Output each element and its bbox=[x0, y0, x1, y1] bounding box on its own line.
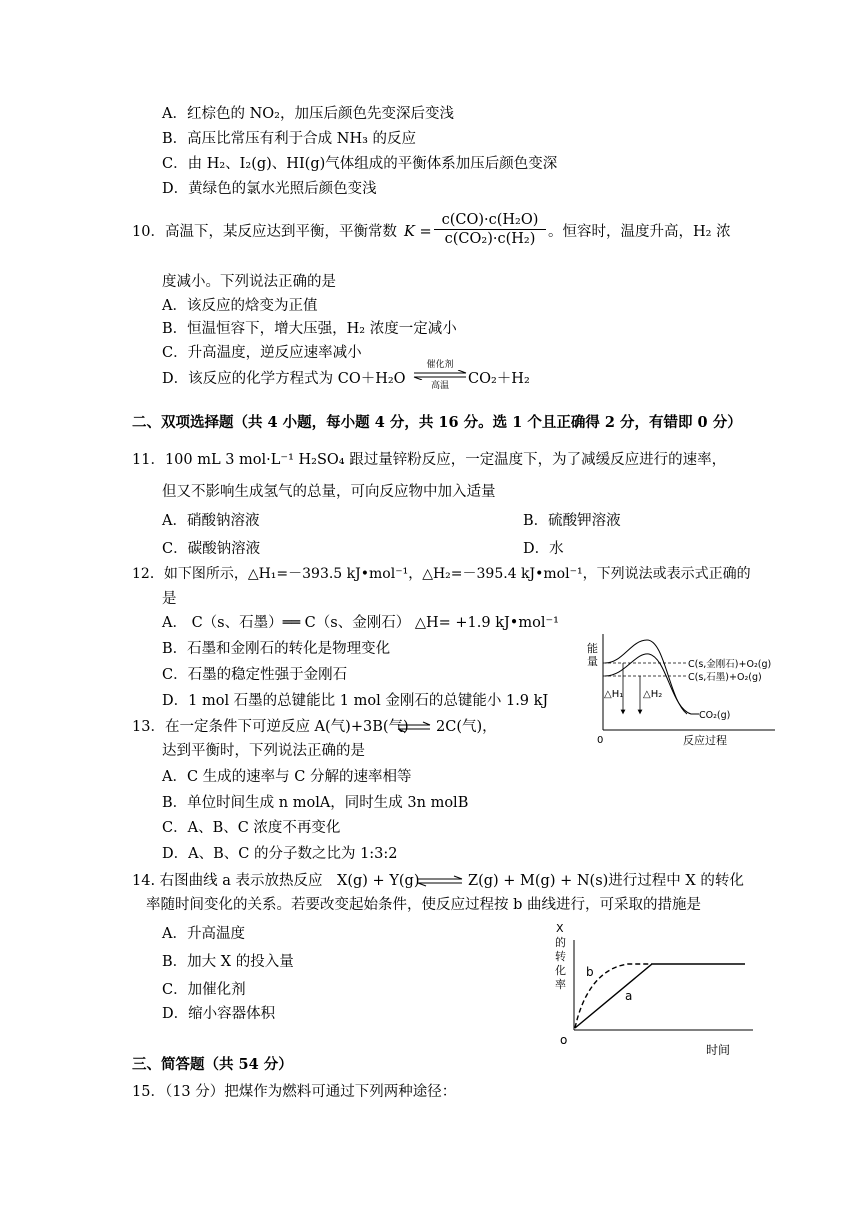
q10-condition-temperature: 高温 bbox=[430, 381, 449, 391]
q15-stem: 15．（13 分）把煤作为燃料可通过下列两种途径： bbox=[132, 1084, 457, 1100]
q12-option-b: B．石墨和金刚石的转化是物理变化 bbox=[162, 641, 391, 657]
q10-k-label: K = bbox=[404, 224, 432, 240]
q13-option-c: C．A、B、C 浓度不再变化 bbox=[162, 820, 341, 836]
q12-curve-diamond bbox=[605, 640, 687, 714]
q10-option-a: A．该反应的焓变为正值 bbox=[162, 298, 318, 314]
q12-stem-a: 12．如下图所示，△H₁=－393.5 kJ•mol⁻¹，△H₂=－395.4 kJ•mol⁻¹，下列说法或表示式正确的 bbox=[132, 566, 751, 582]
q10-equilibrium-fraction bbox=[434, 212, 546, 247]
q10-fraction-numerator: c(CO)·c(H₂O) bbox=[434, 212, 546, 230]
section-2-heading: 二、双项选择题（共 4 小题，每小题 4 分，共 16 分。选 1 个且正确得 2 分，有错即 0 分） bbox=[132, 414, 742, 431]
q12-y-label-2: 量 bbox=[587, 655, 598, 668]
q12-label-dh2: △H₂ bbox=[643, 689, 663, 700]
q14-y-label-3: 转 bbox=[555, 950, 566, 963]
q11-option-b: B．硫酸钾溶液 bbox=[523, 513, 621, 529]
q13-stem-a2: 2C(气)， bbox=[436, 719, 497, 735]
q14-stem-b: 率随时间变化的关系。若要改变起始条件，使反应过程按 b 曲线进行，可采取的措施是 bbox=[146, 897, 701, 913]
q13-option-b: B．单位时间生成 n molA，同时生成 3n molB bbox=[162, 795, 469, 811]
q12-y-label-1: 能 bbox=[587, 642, 598, 655]
q10-option-d-start: D．该反应的化学方程式为 CO＋H₂O bbox=[162, 371, 406, 387]
q13-option-a: A．C 生成的速率与 C 分解的速率相等 bbox=[162, 769, 412, 785]
q10-condition-catalyst: 催化剂 bbox=[426, 360, 454, 370]
q14-option-c: C．加催化剂 bbox=[162, 982, 246, 998]
q12-option-d: D．1 mol 石墨的总键能比 1 mol 金刚石的总键能小 1.9 kJ bbox=[162, 693, 549, 709]
q14-label-a: a bbox=[625, 989, 633, 1003]
q10-stem-b: 。恒容时，温度升高，H₂ 浓 bbox=[548, 224, 731, 240]
q10-fraction-denominator: c(CO₂)·c(H₂) bbox=[444, 231, 536, 247]
q14-stem-a: 14. 右图曲线 a 表示放热反应 X(g) + Y(g) bbox=[132, 873, 420, 889]
q10-equilibrium-arrow bbox=[412, 370, 468, 380]
q11-option-a: A．硝酸钠溶液 bbox=[162, 513, 260, 529]
q12-label-dh1: △H₁ bbox=[604, 689, 624, 700]
q14-option-b: B．加大 X 的投入量 bbox=[162, 954, 294, 970]
q12-label-co2: CO₂(g) bbox=[699, 710, 731, 721]
q14-equilibrium-arrow bbox=[416, 875, 464, 887]
q11-stem-b: 但又不影响生成氢气的总量，可向反应物中加入适量 bbox=[162, 484, 496, 500]
q9-option-d: D．黄绿色的氯水光照后颜色变浅 bbox=[162, 181, 377, 197]
q9-option-c: C．由 H₂、I₂(g)、HI(g)气体组成的平衡体系加压后颜色变深 bbox=[162, 156, 558, 172]
q14-option-a: A．升高温度 bbox=[162, 926, 245, 942]
q14-y-label-2: 的 bbox=[555, 936, 566, 949]
q10-option-c: C．升高温度，逆反应速率减小 bbox=[162, 345, 362, 361]
q12-option-c: C．石墨的稳定性强于金刚石 bbox=[162, 667, 348, 683]
q14-y-label-4: 化 bbox=[555, 964, 566, 977]
q13-equilibrium-arrow bbox=[396, 721, 432, 733]
section-3-heading: 三、简答题（共 54 分） bbox=[132, 1056, 293, 1073]
q11-option-d: D．水 bbox=[523, 541, 564, 557]
q10-stem-c: 度减小。下列说法正确的是 bbox=[162, 274, 336, 290]
q14-label-b: b bbox=[586, 965, 594, 979]
q11-stem-a: 11．100 mL 3 mol·L⁻¹ H₂SO₄ 跟过量锌粉反应，一定温度下，为了减缓反应进行的速率， bbox=[132, 452, 727, 468]
q13-option-d: D．A、B、C 的分子数之比为 1:3:2 bbox=[162, 846, 398, 862]
q9-option-a: A．红棕色的 NO₂，加压后颜色先变深后变浅 bbox=[162, 106, 454, 122]
q12-energy-diagram bbox=[585, 630, 785, 750]
q14-curve-a bbox=[575, 964, 745, 1028]
q12-label-graphite: C(s,石墨)+O₂(g) bbox=[688, 672, 762, 683]
q12-option-a: A． C（s、石墨）══ C（s、金刚石） △H= +1.9 kJ•mol⁻¹ bbox=[162, 615, 559, 631]
q13-stem-a: 13．在一定条件下可逆反应 A(气)+3B(气) bbox=[132, 719, 409, 735]
q9-option-b: B．高压比常压有利于合成 NH₃ 的反应 bbox=[162, 131, 417, 147]
q12-x-label: 反应过程 bbox=[683, 734, 727, 747]
q14-option-d: D．缩小容器体积 bbox=[162, 1006, 276, 1022]
q14-stem-a2: Z(g) + M(g) + N(s)进行过程中 X 的转化 bbox=[468, 873, 744, 889]
q14-conversion-diagram bbox=[548, 918, 758, 1060]
q14-y-label-5: 率 bbox=[555, 978, 566, 991]
q10-option-d-end: CO₂＋H₂ bbox=[468, 371, 530, 387]
q12-label-diamond: C(s,金刚石)+O₂(g) bbox=[688, 659, 772, 670]
q10-option-b: B．恒温恒容下，增大压强，H₂ 浓度一定减小 bbox=[162, 321, 457, 337]
q13-stem-b: 达到平衡时，下列说法正确的是 bbox=[162, 743, 365, 759]
q11-option-c: C．碳酸钠溶液 bbox=[162, 541, 261, 557]
q14-y-label-1: X bbox=[556, 922, 564, 935]
q12-origin: 0 bbox=[597, 735, 604, 746]
q14-origin: o bbox=[560, 1033, 568, 1047]
q12-stem-b: 是 bbox=[162, 591, 177, 607]
q10-stem-a: 10．高温下，某反应达到平衡，平衡常数 bbox=[132, 224, 397, 240]
q14-x-label: 时间 bbox=[706, 1043, 731, 1057]
